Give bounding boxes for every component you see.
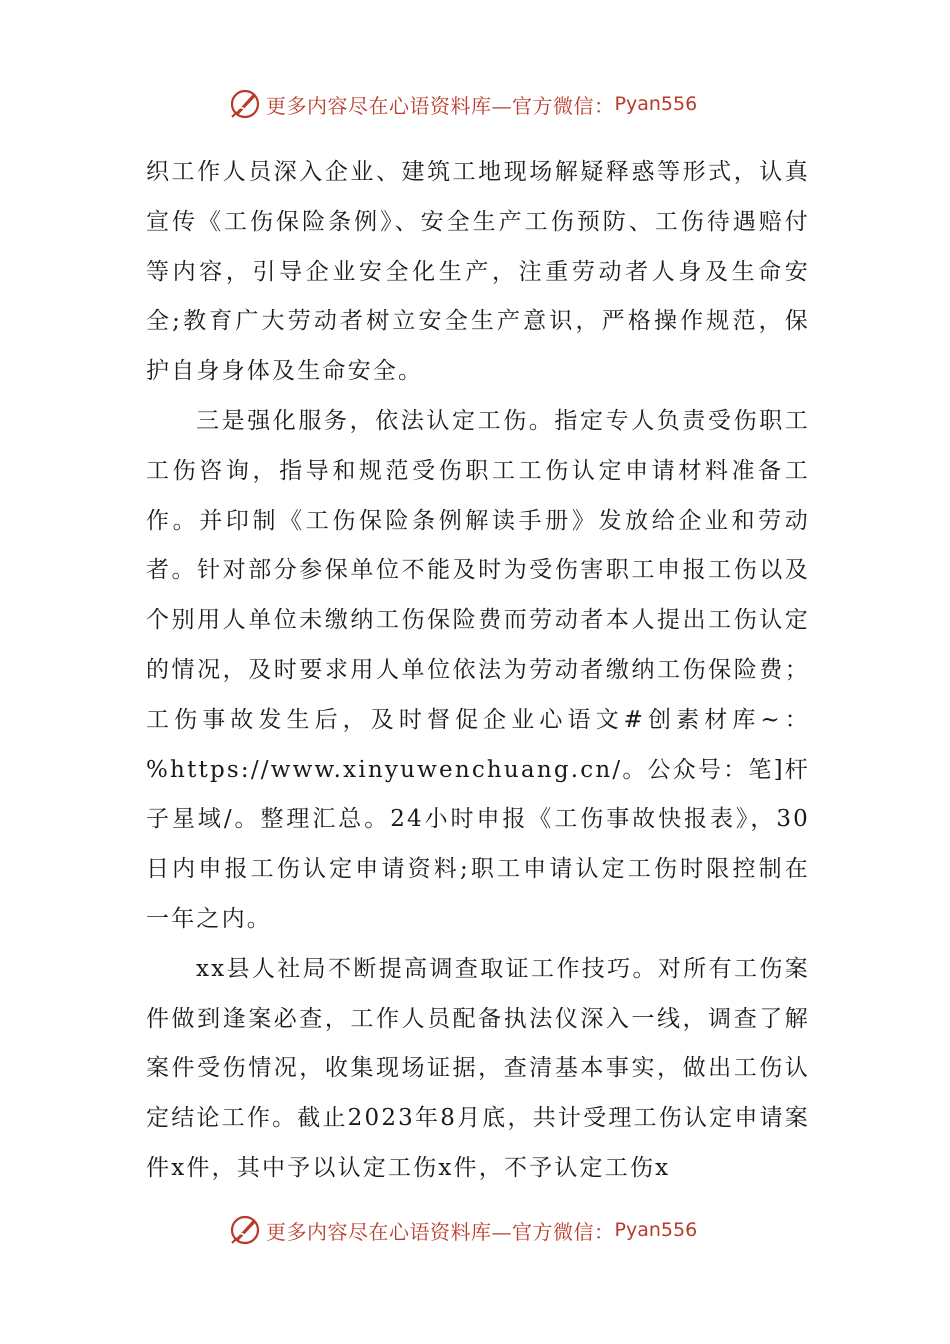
paragraph-3: xx县人社局不断提高调查取证工作技巧。对所有工伤案件做到逢案必查，工作人员配备执法仪深入一线，调查了解案件受伤情况，收集现场证据，查清基本事实，做出工伤认定结论工作。截止2023年8月底，共计受理工伤认定申请案件x件，其中予以认定工伤x件，不予认定工伤x [146,955,810,1181]
header-watermark-banner [228,84,788,124]
header-banner-text: 更多内容尽在心语资料库—官方微信： [266,93,615,118]
paragraph-2: 三是强化服务，依法认定工伤。指定专人负责受伤职工工伤咨询，指导和规范受伤职工工伤认定申请材料准备工作。并印制《工伤保险条例解读手册》发放给企业和劳动者。针对部分参保单位不能及时为受伤害职工申报工伤以及个别用人单位未缴纳工伤保险费而劳动者本人提出工伤认定的情况，及时要求用人单位依法为劳动者缴纳工伤保险费；工伤事故发生后，及时督促企业心语文#创素材库~：%https://www.xinyuwenchuang.cn/。公众号：笔]杆子星域/。整理汇总。24小时申报《工伤事故快报表》，30日内申报工伤认定申请资料;职工申请认定工伤时限控制在一年之内。 [146,407,810,932]
header-wechat-id: Pyan556 [614,93,698,115]
footer-watermark-banner [228,1210,788,1250]
document-body [146,148,810,1194]
quill-pen-logo-icon [228,87,262,121]
paragraph-1: 织工作人员深入企业、建筑工地现场解疑释惑等形式，认真宣传《工伤保险条例》、安全生产工伤预防、工伤待遇赔付等内容，引导企业安全化生产，注重劳动者人身及生命安全;教育广大劳动者树立安全生产意识，严格操作规范，保护自身身体及生命安全。 [146,159,810,385]
quill-pen-logo-icon [228,1213,262,1247]
footer-wechat-id: Pyan556 [614,1219,698,1241]
footer-banner-text: 更多内容尽在心语资料库—官方微信： [266,1219,615,1244]
